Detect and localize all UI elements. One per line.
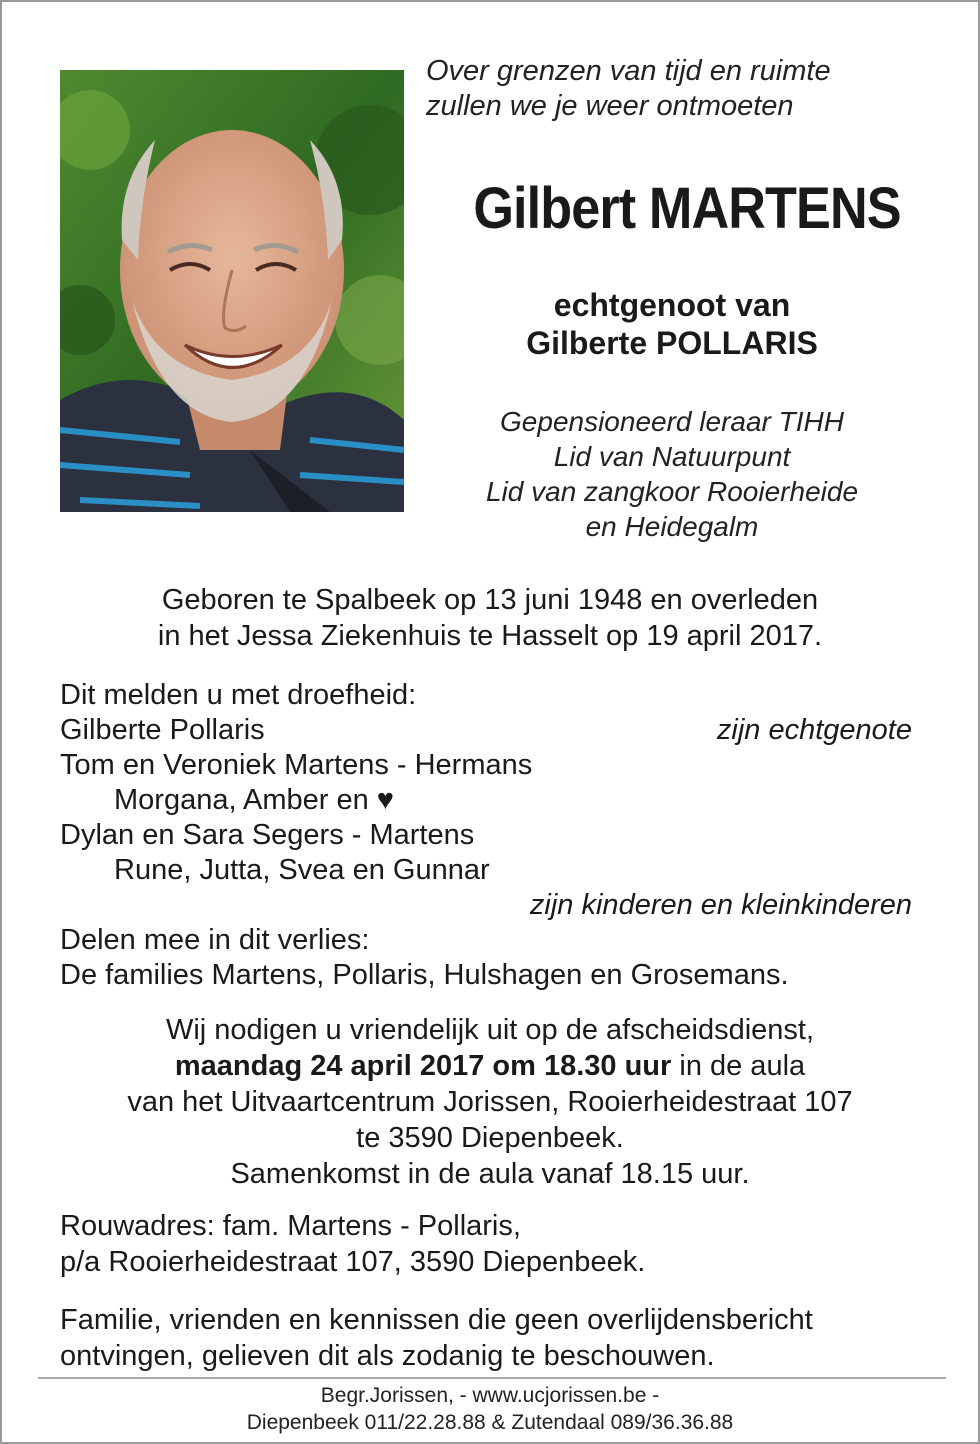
portrait-photo xyxy=(60,70,404,512)
announce-families: De families Martens, Pollaris, Hulshagen en Grosemans. xyxy=(60,959,789,991)
birth-line: Geboren te Spalbeek op 13 juni 1948 en overleden xyxy=(161,584,819,616)
footer-line: Diepenbeek 011/22.28.88 & Zutendaal 089/36.36.88 xyxy=(246,1411,734,1434)
title-line: Lid van zangkoor Rooierheide xyxy=(485,476,859,507)
announce-grandchildren: Rune, Jutta, Svea en Gunnar xyxy=(114,854,490,886)
announce-spouse-role: zijn echtgenote xyxy=(716,714,912,746)
service-date: maandag 24 april 2017 om 18.30 uur xyxy=(174,1050,672,1082)
announce-child: Tom en Veroniek Martens - Hermans xyxy=(60,749,533,781)
announcement-block xyxy=(60,678,912,993)
service-block xyxy=(2,1012,978,1192)
death-line: in het Jessa Ziekenhuis te Hasselt op 19 april 2017. xyxy=(157,620,823,652)
spouse-block xyxy=(422,286,922,362)
titles-block xyxy=(422,404,922,544)
notice-block xyxy=(60,1302,940,1374)
announce-grandchildren: Morgana, Amber en ♥ xyxy=(114,784,394,816)
footer-divider xyxy=(38,1377,946,1379)
birth-death-block xyxy=(2,582,978,654)
announce-children-role: zijn kinderen en kleinkinderen xyxy=(529,889,912,921)
service-location-intro: in de aula xyxy=(671,1050,806,1082)
title-line: en Heidegalm xyxy=(585,511,759,542)
spouse-name: Gilberte POLLARIS xyxy=(526,325,818,361)
address-line: Rouwadres: fam. Martens - Pollaris, xyxy=(60,1210,521,1242)
mourning-address xyxy=(60,1208,920,1280)
title-line: Gepensioneerd leraar TIHH xyxy=(500,406,844,437)
service-date-line xyxy=(2,1048,978,1084)
service-line: Wij nodigen u vriendelijk uit op de afscheidsdienst, xyxy=(165,1014,815,1046)
footer-line: Begr.Jorissen, - www.ucjorissen.be - xyxy=(320,1384,660,1407)
address-line: p/a Rooierheidestraat 107, 3590 Diepenbeek. xyxy=(60,1246,646,1278)
announce-intro: Dit melden u met droefheid: xyxy=(60,679,417,711)
announce-child: Dylan en Sara Segers - Martens xyxy=(60,819,475,851)
announce-spouse-name: Gilberte Pollaris xyxy=(60,714,265,746)
announce-spouse-row xyxy=(60,713,912,748)
notice-line: Familie, vrienden en kennissen die geen overlijdensbericht xyxy=(60,1304,813,1336)
service-line: van het Uitvaartcentrum Jorissen, Rooierheidestraat 107 xyxy=(127,1086,853,1118)
quote-line: zullen we je weer ontmoeten xyxy=(426,90,794,122)
service-line: Samenkomst in de aula vanaf 18.15 uur. xyxy=(230,1158,750,1190)
quote-line: Over grenzen van tijd en ruimte xyxy=(426,55,831,87)
service-line: te 3590 Diepenbeek. xyxy=(356,1122,624,1154)
notice-line: ontvingen, gelieven dit als zodanig te beschouwen. xyxy=(60,1340,715,1372)
funeral-home-footer xyxy=(2,1382,978,1436)
spouse-label: echtgenoot van xyxy=(553,287,791,323)
deceased-name: Gilbert MARTENS xyxy=(473,176,901,241)
announce-share-intro: Delen mee in dit verlies: xyxy=(60,924,370,956)
title-line: Lid van Natuurpunt xyxy=(553,441,791,472)
memorial-quote xyxy=(426,54,946,124)
